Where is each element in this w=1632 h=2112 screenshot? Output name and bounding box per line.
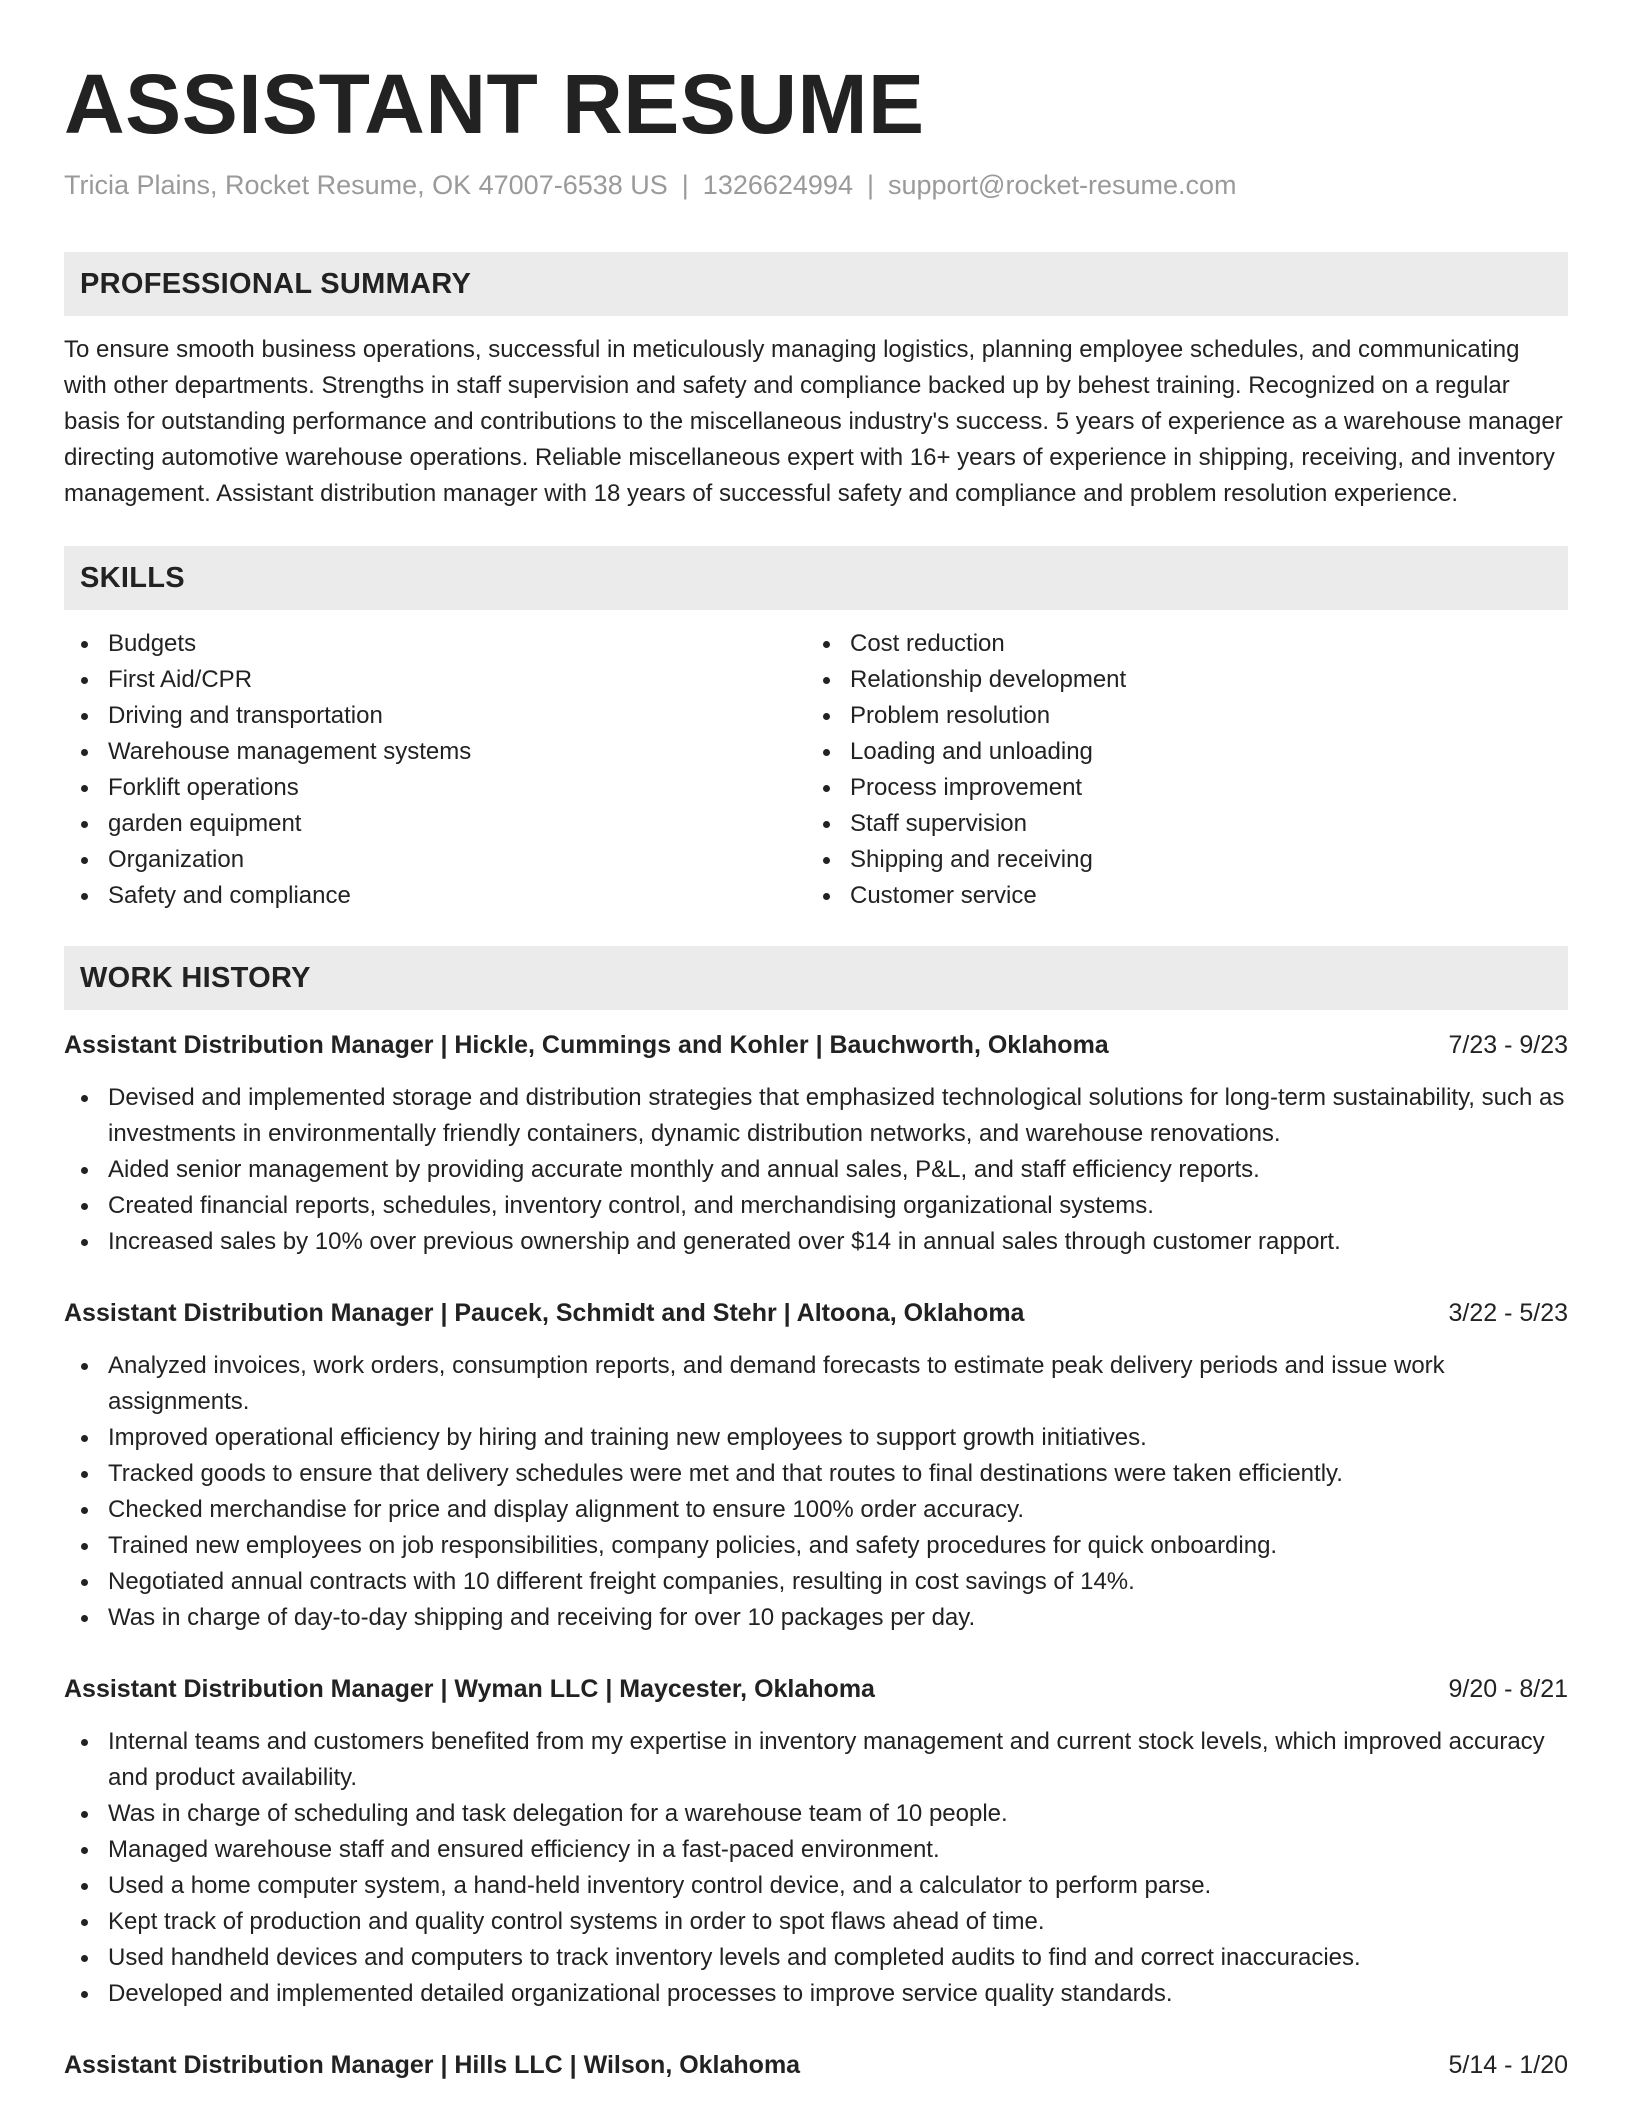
job-bullet: Internal teams and customers benefited from my expertise in inventory management and current stock levels, which improved accuracy and product availability. bbox=[64, 1724, 1568, 1796]
job-bullet: Negotiated annual contracts with 10 different freight companies, resulting in cost savings of 14%. bbox=[64, 1564, 1568, 1600]
skill-item: Problem resolution bbox=[806, 698, 1548, 734]
job-bullet: Checked merchandise for price and display alignment to ensure 100% order accuracy. bbox=[64, 1492, 1568, 1528]
skill-item: Staff supervision bbox=[806, 806, 1548, 842]
job-bullet: Was in charge of scheduling and task delegation for a warehouse team of 10 people. bbox=[64, 1796, 1568, 1832]
job-dates: 9/20 - 8/21 bbox=[1448, 1675, 1568, 1703]
skill-item: Relationship development bbox=[806, 662, 1548, 698]
skill-item: Warehouse management systems bbox=[64, 734, 806, 770]
skill-item: Forklift operations bbox=[64, 770, 806, 806]
section-header-skills: SKILLS bbox=[64, 546, 1568, 610]
skill-item: First Aid/CPR bbox=[64, 662, 806, 698]
section-header-summary: PROFESSIONAL SUMMARY bbox=[64, 252, 1568, 316]
skill-item: Driving and transportation bbox=[64, 698, 806, 734]
skill-item: Process improvement bbox=[806, 770, 1548, 806]
job-dates: 7/23 - 9/23 bbox=[1448, 1031, 1568, 1059]
job-bullet: Devised and implemented storage and distribution strategies that emphasized technological solutions for long-term sustainability, such as investments in environmentally friendly containers, dynamic distribution networks, and warehouse renovations. bbox=[64, 1080, 1568, 1152]
job-bullet: Created financial reports, schedules, inventory control, and merchandising organizational systems. bbox=[64, 1188, 1568, 1224]
skill-item: Safety and compliance bbox=[64, 878, 806, 914]
job-bullet: Kept track of production and quality control systems in order to spot flaws ahead of time. bbox=[64, 1904, 1568, 1940]
skill-item: Budgets bbox=[64, 626, 806, 662]
skill-item: Shipping and receiving bbox=[806, 842, 1548, 878]
job-bullet: Managed warehouse staff and ensured efficiency in a fast-paced environment. bbox=[64, 1832, 1568, 1868]
resume-title: ASSISTANT RESUME bbox=[64, 57, 925, 151]
job-title: Assistant Distribution Manager | Hickle, Cummings and Kohler | Bauchworth, Oklahoma bbox=[64, 1031, 1109, 1059]
contact-separator: | bbox=[866, 170, 874, 200]
resume-page bbox=[64, 0, 1568, 2082]
job-title: Assistant Distribution Manager | Wyman LLC | Maycester, Oklahoma bbox=[64, 1675, 875, 1703]
skill-item: Organization bbox=[64, 842, 806, 878]
skill-item: garden equipment bbox=[64, 806, 806, 842]
job-title: Assistant Distribution Manager | Hills LLC | Wilson, Oklahoma bbox=[64, 2051, 801, 2079]
contact-email: support@rocket-resume.com bbox=[887, 170, 1237, 200]
section-header-work-history: WORK HISTORY bbox=[64, 946, 1568, 1010]
job-bullets bbox=[64, 1080, 1568, 1260]
skill-item: Loading and unloading bbox=[806, 734, 1548, 770]
job-bullet: Tracked goods to ensure that delivery schedules were met and that routes to final destinations were taken efficiently. bbox=[64, 1456, 1568, 1492]
job-bullet: Aided senior management by providing accurate monthly and annual sales, P&L, and staff efficiency reports. bbox=[64, 1152, 1568, 1188]
skills-column-right bbox=[806, 626, 1548, 914]
job-bullet: Analyzed invoices, work orders, consumption reports, and demand forecasts to estimate peak delivery periods and issue work assignments. bbox=[64, 1348, 1568, 1420]
job-entry bbox=[64, 1028, 1568, 1260]
job-entry bbox=[64, 1296, 1568, 1636]
job-bullet: Used a home computer system, a hand-held inventory control device, and a calculator to perform parse. bbox=[64, 1868, 1568, 1904]
job-bullet: Improved operational efficiency by hiring and training new employees to support growth initiatives. bbox=[64, 1420, 1568, 1456]
job-bullet: Trained new employees on job responsibilities, company policies, and safety procedures for quick onboarding. bbox=[64, 1528, 1568, 1564]
job-dates: 5/14 - 1/20 bbox=[1448, 2051, 1568, 2079]
job-title-row bbox=[64, 1672, 1568, 1706]
summary-text: To ensure smooth business operations, successful in meticulously managing logistics, planning employee schedules, and communicating with other departments. Strengths in staff supervision and safety and compliance backed up by behest training. Recognized on a regular basis for outstanding performance and contributions to the miscellaneous industry's success. 5 years of experience as a warehouse manager directing automotive warehouse operations. Reliable miscellaneous expert with 16+ years of experience in shipping, receiving, and inventory management. Assistant distribution manager with 18 years of successful safety and compliance and problem resolution experience. bbox=[64, 336, 1563, 507]
job-entry bbox=[64, 1672, 1568, 2012]
contact-phone: 1326624994 bbox=[702, 170, 853, 200]
job-bullet: Used handheld devices and computers to track inventory levels and completed audits to find and correct inaccuracies. bbox=[64, 1940, 1568, 1976]
job-entry bbox=[64, 2048, 1568, 2082]
job-bullets bbox=[64, 1724, 1568, 2012]
job-dates: 3/22 - 5/23 bbox=[1448, 1299, 1568, 1327]
job-bullet: Was in charge of day-to-day shipping and receiving for over 10 packages per day. bbox=[64, 1600, 1568, 1636]
job-bullet: Increased sales by 10% over previous ownership and generated over $14 in annual sales through customer rapport. bbox=[64, 1224, 1568, 1260]
contact-address: Tricia Plains, Rocket Resume, OK 47007-6538 US bbox=[64, 170, 668, 200]
skill-item: Cost reduction bbox=[806, 626, 1548, 662]
skill-item: Customer service bbox=[806, 878, 1548, 914]
job-bullet: Developed and implemented detailed organizational processes to improve service quality standards. bbox=[64, 1976, 1568, 2012]
skills-column-left bbox=[64, 626, 806, 914]
job-title-row bbox=[64, 1028, 1568, 1062]
job-title-row bbox=[64, 2048, 1568, 2082]
job-title-row bbox=[64, 1296, 1568, 1330]
job-bullets bbox=[64, 1348, 1568, 1636]
contact-line bbox=[64, 168, 1568, 202]
skills-grid bbox=[64, 626, 1568, 914]
job-title: Assistant Distribution Manager | Paucek, Schmidt and Stehr | Altoona, Oklahoma bbox=[64, 1299, 1025, 1327]
contact-separator: | bbox=[681, 170, 689, 200]
